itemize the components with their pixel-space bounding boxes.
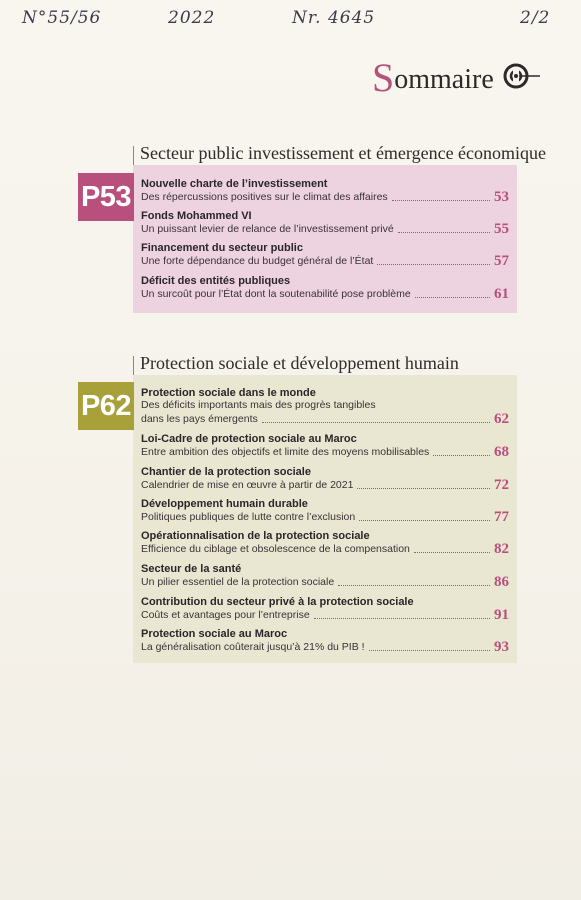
section-rule-vertical	[133, 356, 134, 376]
entry-description: Un surcoût pour l’État dont la soutenabilité pose problème	[141, 288, 411, 300]
section-title: Protection sociale et développement humain	[140, 353, 459, 373]
section-rule-vertical	[133, 146, 134, 166]
handwritten-year: 2022	[168, 8, 216, 28]
entry-description: Un puissant levier de relance de l’investissement privé	[141, 223, 394, 235]
handwritten-issue-number: N°55/56	[22, 8, 102, 28]
entry-page-number: 61	[494, 286, 509, 302]
leader-dots	[392, 200, 490, 201]
toc-entry[interactable]	[141, 530, 509, 556]
target-arrow-icon	[498, 54, 542, 98]
title-initial: S	[372, 55, 395, 100]
entry-title: Chantier de la protection sociale	[141, 466, 311, 478]
leader-dots	[357, 488, 490, 489]
entry-page-number: 57	[494, 253, 509, 269]
entry-page-number: 86	[494, 574, 509, 590]
toc-entry[interactable]	[141, 628, 509, 654]
toc-entry[interactable]	[141, 466, 509, 492]
toc-entry[interactable]	[141, 596, 509, 622]
leader-dots	[262, 422, 490, 423]
section-badge: P53	[78, 173, 134, 221]
leader-dots	[398, 232, 490, 233]
leader-dots	[433, 455, 490, 456]
entry-page-number: 62	[494, 411, 509, 427]
entry-description: Des répercussions positives sur le climat des affaires	[141, 191, 388, 203]
section-badge: P62	[78, 382, 134, 430]
toc-entry[interactable]	[141, 433, 509, 459]
entry-page-number: 82	[494, 541, 509, 557]
toc-entry[interactable]	[141, 178, 509, 204]
title-rest: ommaire	[394, 64, 494, 95]
entry-description: Des déficits importants mais des progrès tangibles	[141, 399, 376, 411]
entry-title: Financement du secteur public	[141, 242, 303, 254]
leader-dots	[359, 520, 490, 521]
entry-title: Opérationnalisation de la protection sociale	[141, 530, 370, 542]
entry-title: Développement humain durable	[141, 498, 308, 510]
entry-title: Secteur de la santé	[141, 563, 242, 575]
entry-page-number: 93	[494, 639, 509, 655]
handwritten-reference: Nr. 4645	[292, 8, 376, 28]
entry-page-number: 53	[494, 189, 509, 205]
entry-title: Protection sociale dans le monde	[141, 387, 316, 399]
leader-dots	[314, 618, 490, 619]
entry-description: Calendrier de mise en œuvre à partir de 2021	[141, 479, 354, 491]
leader-dots	[377, 264, 490, 265]
entry-description: Une forte dépendance du budget général de l’État	[141, 255, 374, 267]
toc-entry[interactable]	[141, 387, 509, 426]
entry-description: Efficience du ciblage et obsolescence de la compensation	[141, 543, 410, 555]
entry-description: Entre ambition des objectifs et limite des moyens mobilisables	[141, 446, 430, 458]
toc-entry[interactable]	[141, 498, 509, 524]
entry-page-number: 55	[494, 221, 509, 237]
leader-dots	[338, 585, 490, 586]
entry-description: Politiques publiques de lutte contre l’exclusion	[141, 511, 356, 523]
entry-title: Contribution du secteur privé à la protection sociale	[141, 596, 414, 608]
handwritten-page: 2/2	[520, 8, 551, 28]
toc-entry[interactable]	[141, 563, 509, 589]
entry-page-number: 68	[494, 444, 509, 460]
entry-title: Protection sociale au Maroc	[141, 628, 288, 640]
entry-description: Un pilier essentiel de la protection sociale	[141, 576, 335, 588]
entry-title: Nouvelle charte de l’investissement	[141, 178, 328, 190]
entry-description: Coûts et avantages pour l’entreprise	[141, 609, 310, 621]
entry-title: Loi-Cadre de protection sociale au Maroc	[141, 433, 357, 445]
entry-title: Déficit des entités publiques	[141, 275, 291, 287]
entry-description: dans les pays émergents	[141, 413, 258, 425]
entry-description: La généralisation coûterait jusqu’à 21% du PIB !	[141, 641, 365, 653]
entry-page-number: 77	[494, 509, 509, 525]
toc-entry[interactable]	[141, 242, 509, 268]
entry-title: Fonds Mohammed VI	[141, 210, 252, 222]
toc-entry[interactable]	[141, 275, 509, 301]
sommaire-title	[372, 52, 542, 102]
leader-dots	[369, 650, 490, 651]
page-title	[372, 54, 494, 101]
leader-dots	[415, 297, 490, 298]
section-title: Secteur public investissement et émergence économique	[140, 143, 547, 163]
leader-dots	[414, 552, 490, 553]
entry-page-number: 72	[494, 477, 509, 493]
entry-page-number: 91	[494, 607, 509, 623]
toc-entry[interactable]	[141, 210, 509, 236]
